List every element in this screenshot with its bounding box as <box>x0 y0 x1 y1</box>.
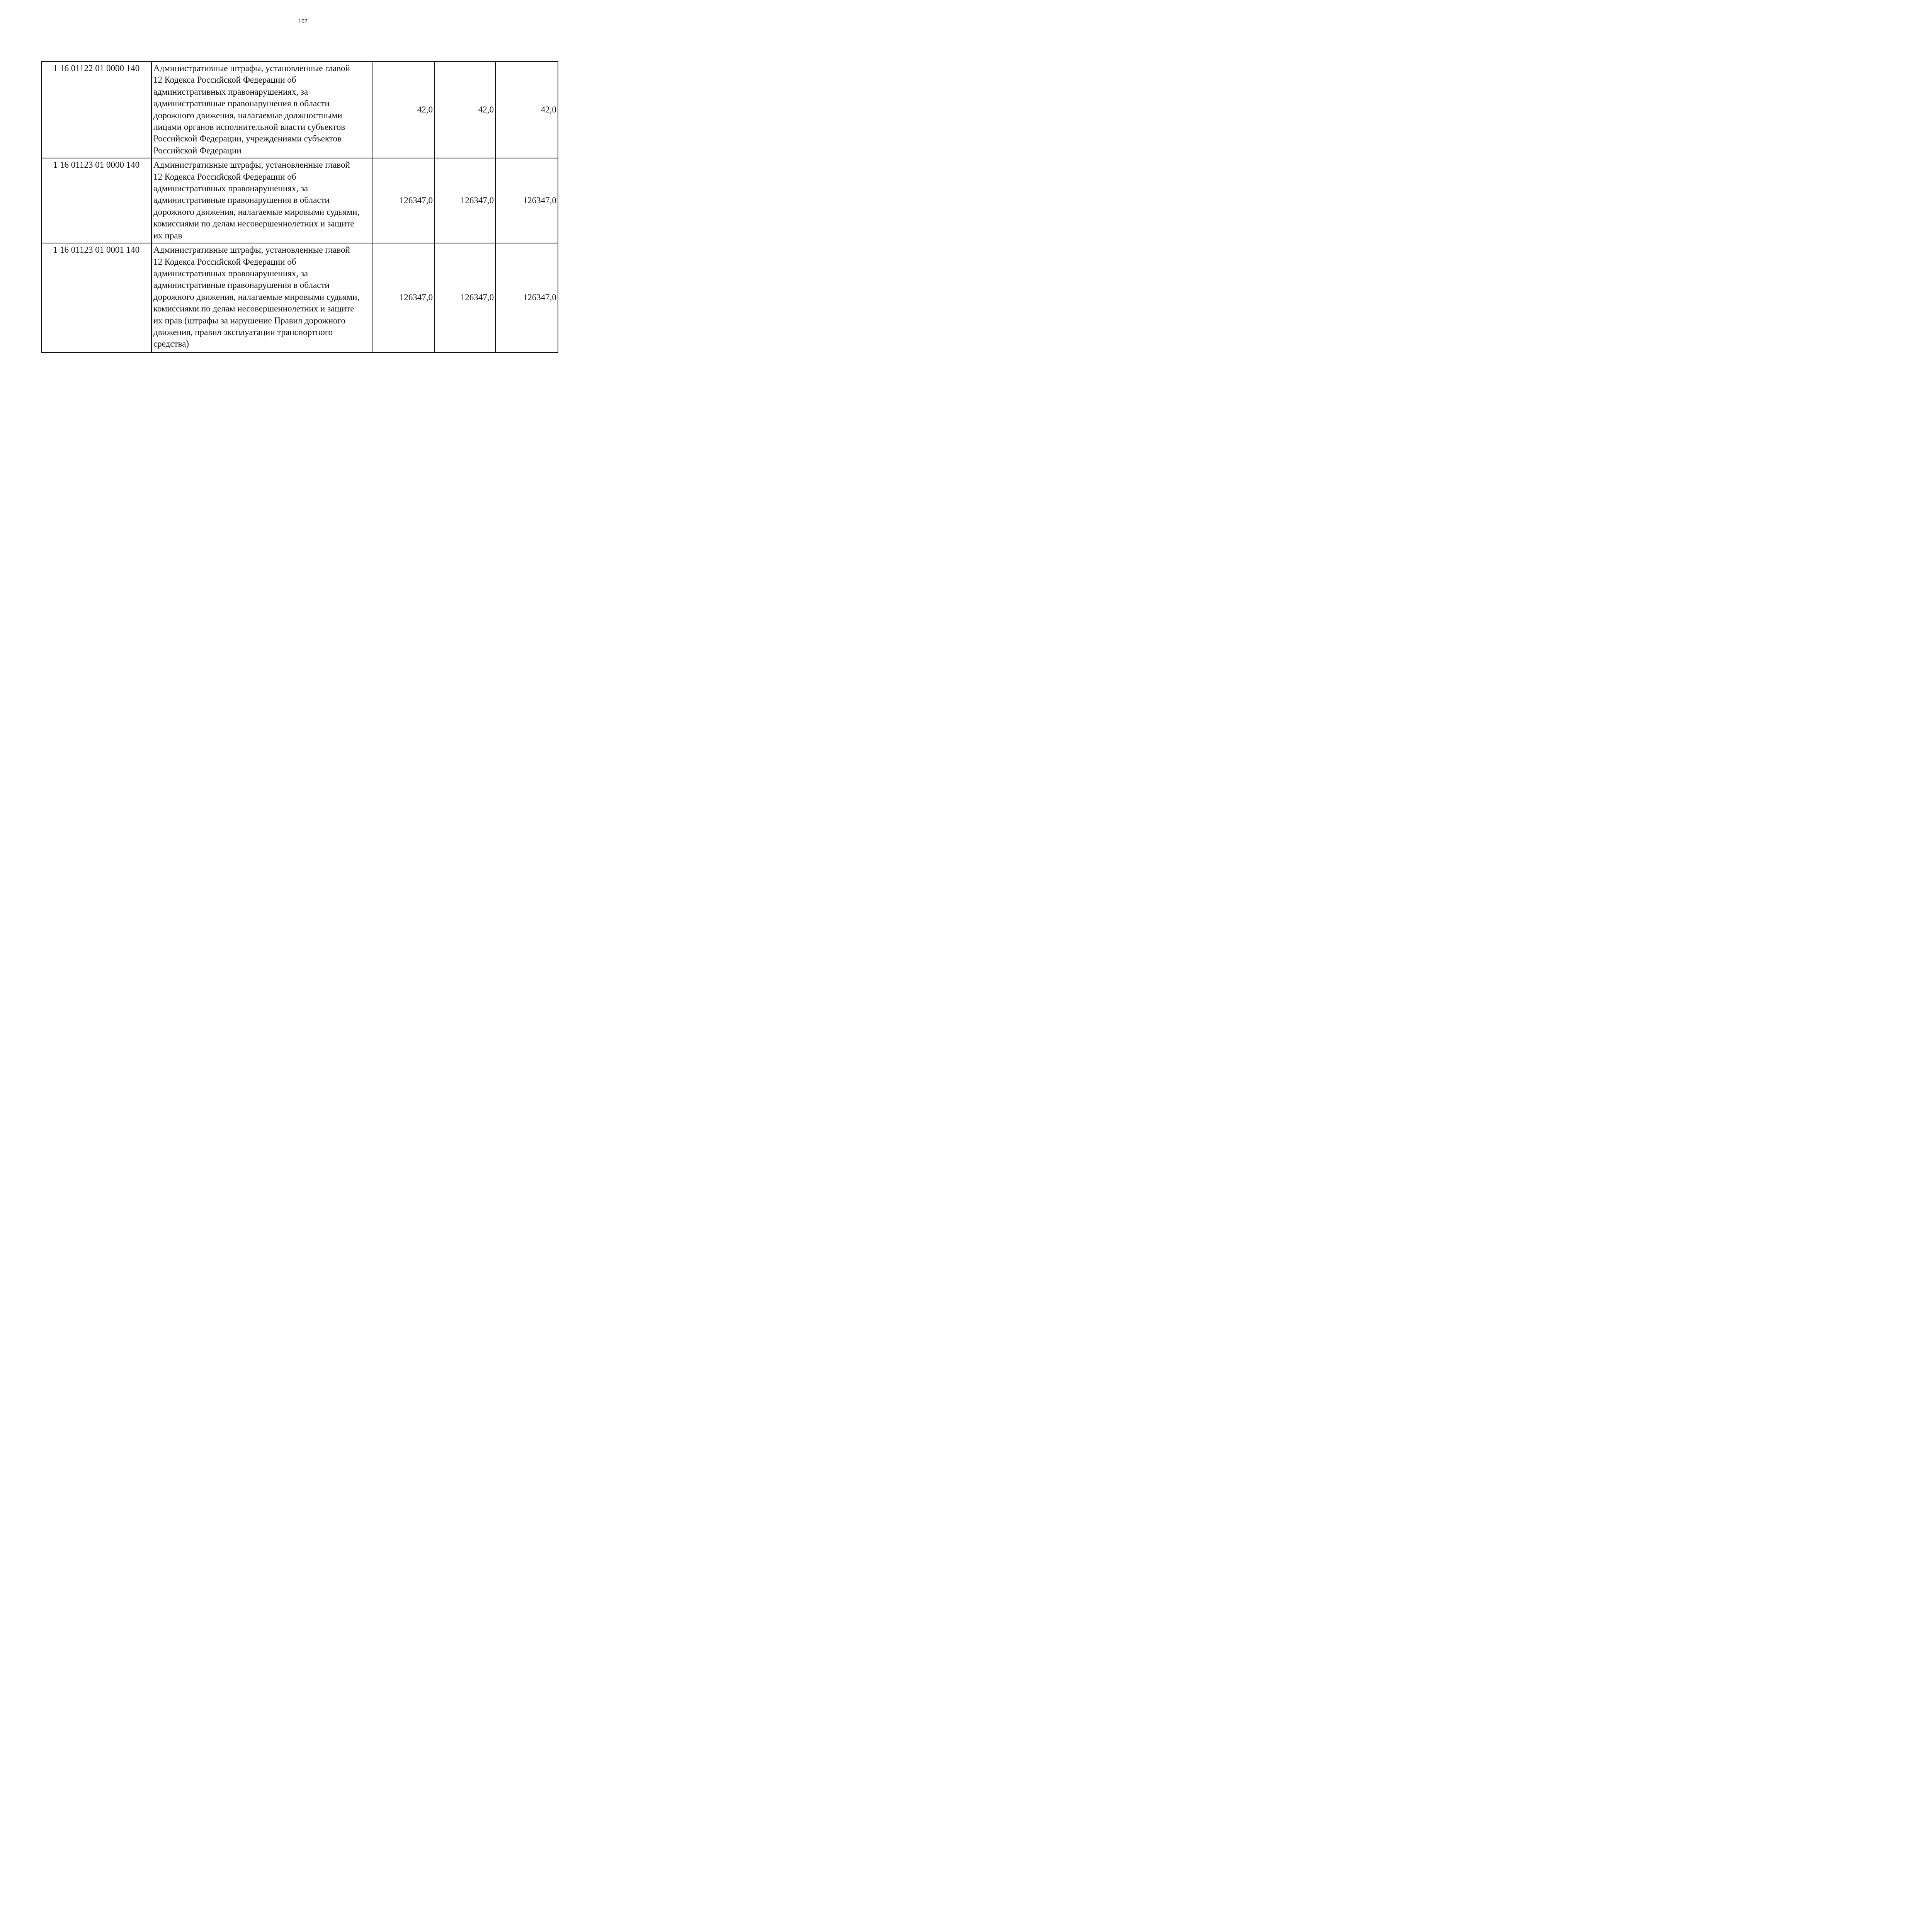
value-cell-year-3: 126347,0 <box>495 158 558 243</box>
description-cell: Административные штрафы, установленные главой 12 Кодекса Российской Федерации об административных правонарушениях, за административные правонарушения в области дорожного движения, налагаемые должностными лицами органов исполнительной власти субъектов Российской Федерации, учреждениями субъектов Российской Федерации <box>151 61 372 158</box>
value-cell-year-2: 126347,0 <box>434 243 495 352</box>
value-cell-year-1: 126347,0 <box>372 243 434 352</box>
value-cell-year-1: 42,0 <box>372 61 434 158</box>
table-row <box>41 61 558 158</box>
value-cell-year-1: 126347,0 <box>372 158 434 243</box>
page-number: 107 <box>298 18 308 25</box>
description-cell: Административные штрафы, установленные главой 12 Кодекса Российской Федерации об административных правонарушениях, за административные правонарушения в области дорожного движения, налагаемые мировыми судьями, комиссиями по делам несовершеннолетних и защите их прав (штрафы за нарушение Правил дорожного движения, правил эксплуатации транспортного средства) <box>151 243 372 352</box>
budget-code-cell: 1 16 01122 01 0000 140 <box>41 61 151 158</box>
budget-table <box>41 61 558 353</box>
description-cell: Административные штрафы, установленные главой 12 Кодекса Российской Федерации об административных правонарушениях, за административные правонарушения в области дорожного движения, налагаемые мировыми судьями, комиссиями по делам несовершеннолетних и защите их прав <box>151 158 372 243</box>
table-row <box>41 243 558 352</box>
value-cell-year-2: 126347,0 <box>434 158 495 243</box>
value-cell-year-2: 42,0 <box>434 61 495 158</box>
budget-code-cell: 1 16 01123 01 0001 140 <box>41 243 151 352</box>
table-row <box>41 158 558 243</box>
budget-code-cell: 1 16 01123 01 0000 140 <box>41 158 151 243</box>
value-cell-year-3: 42,0 <box>495 61 558 158</box>
value-cell-year-3: 126347,0 <box>495 243 558 352</box>
